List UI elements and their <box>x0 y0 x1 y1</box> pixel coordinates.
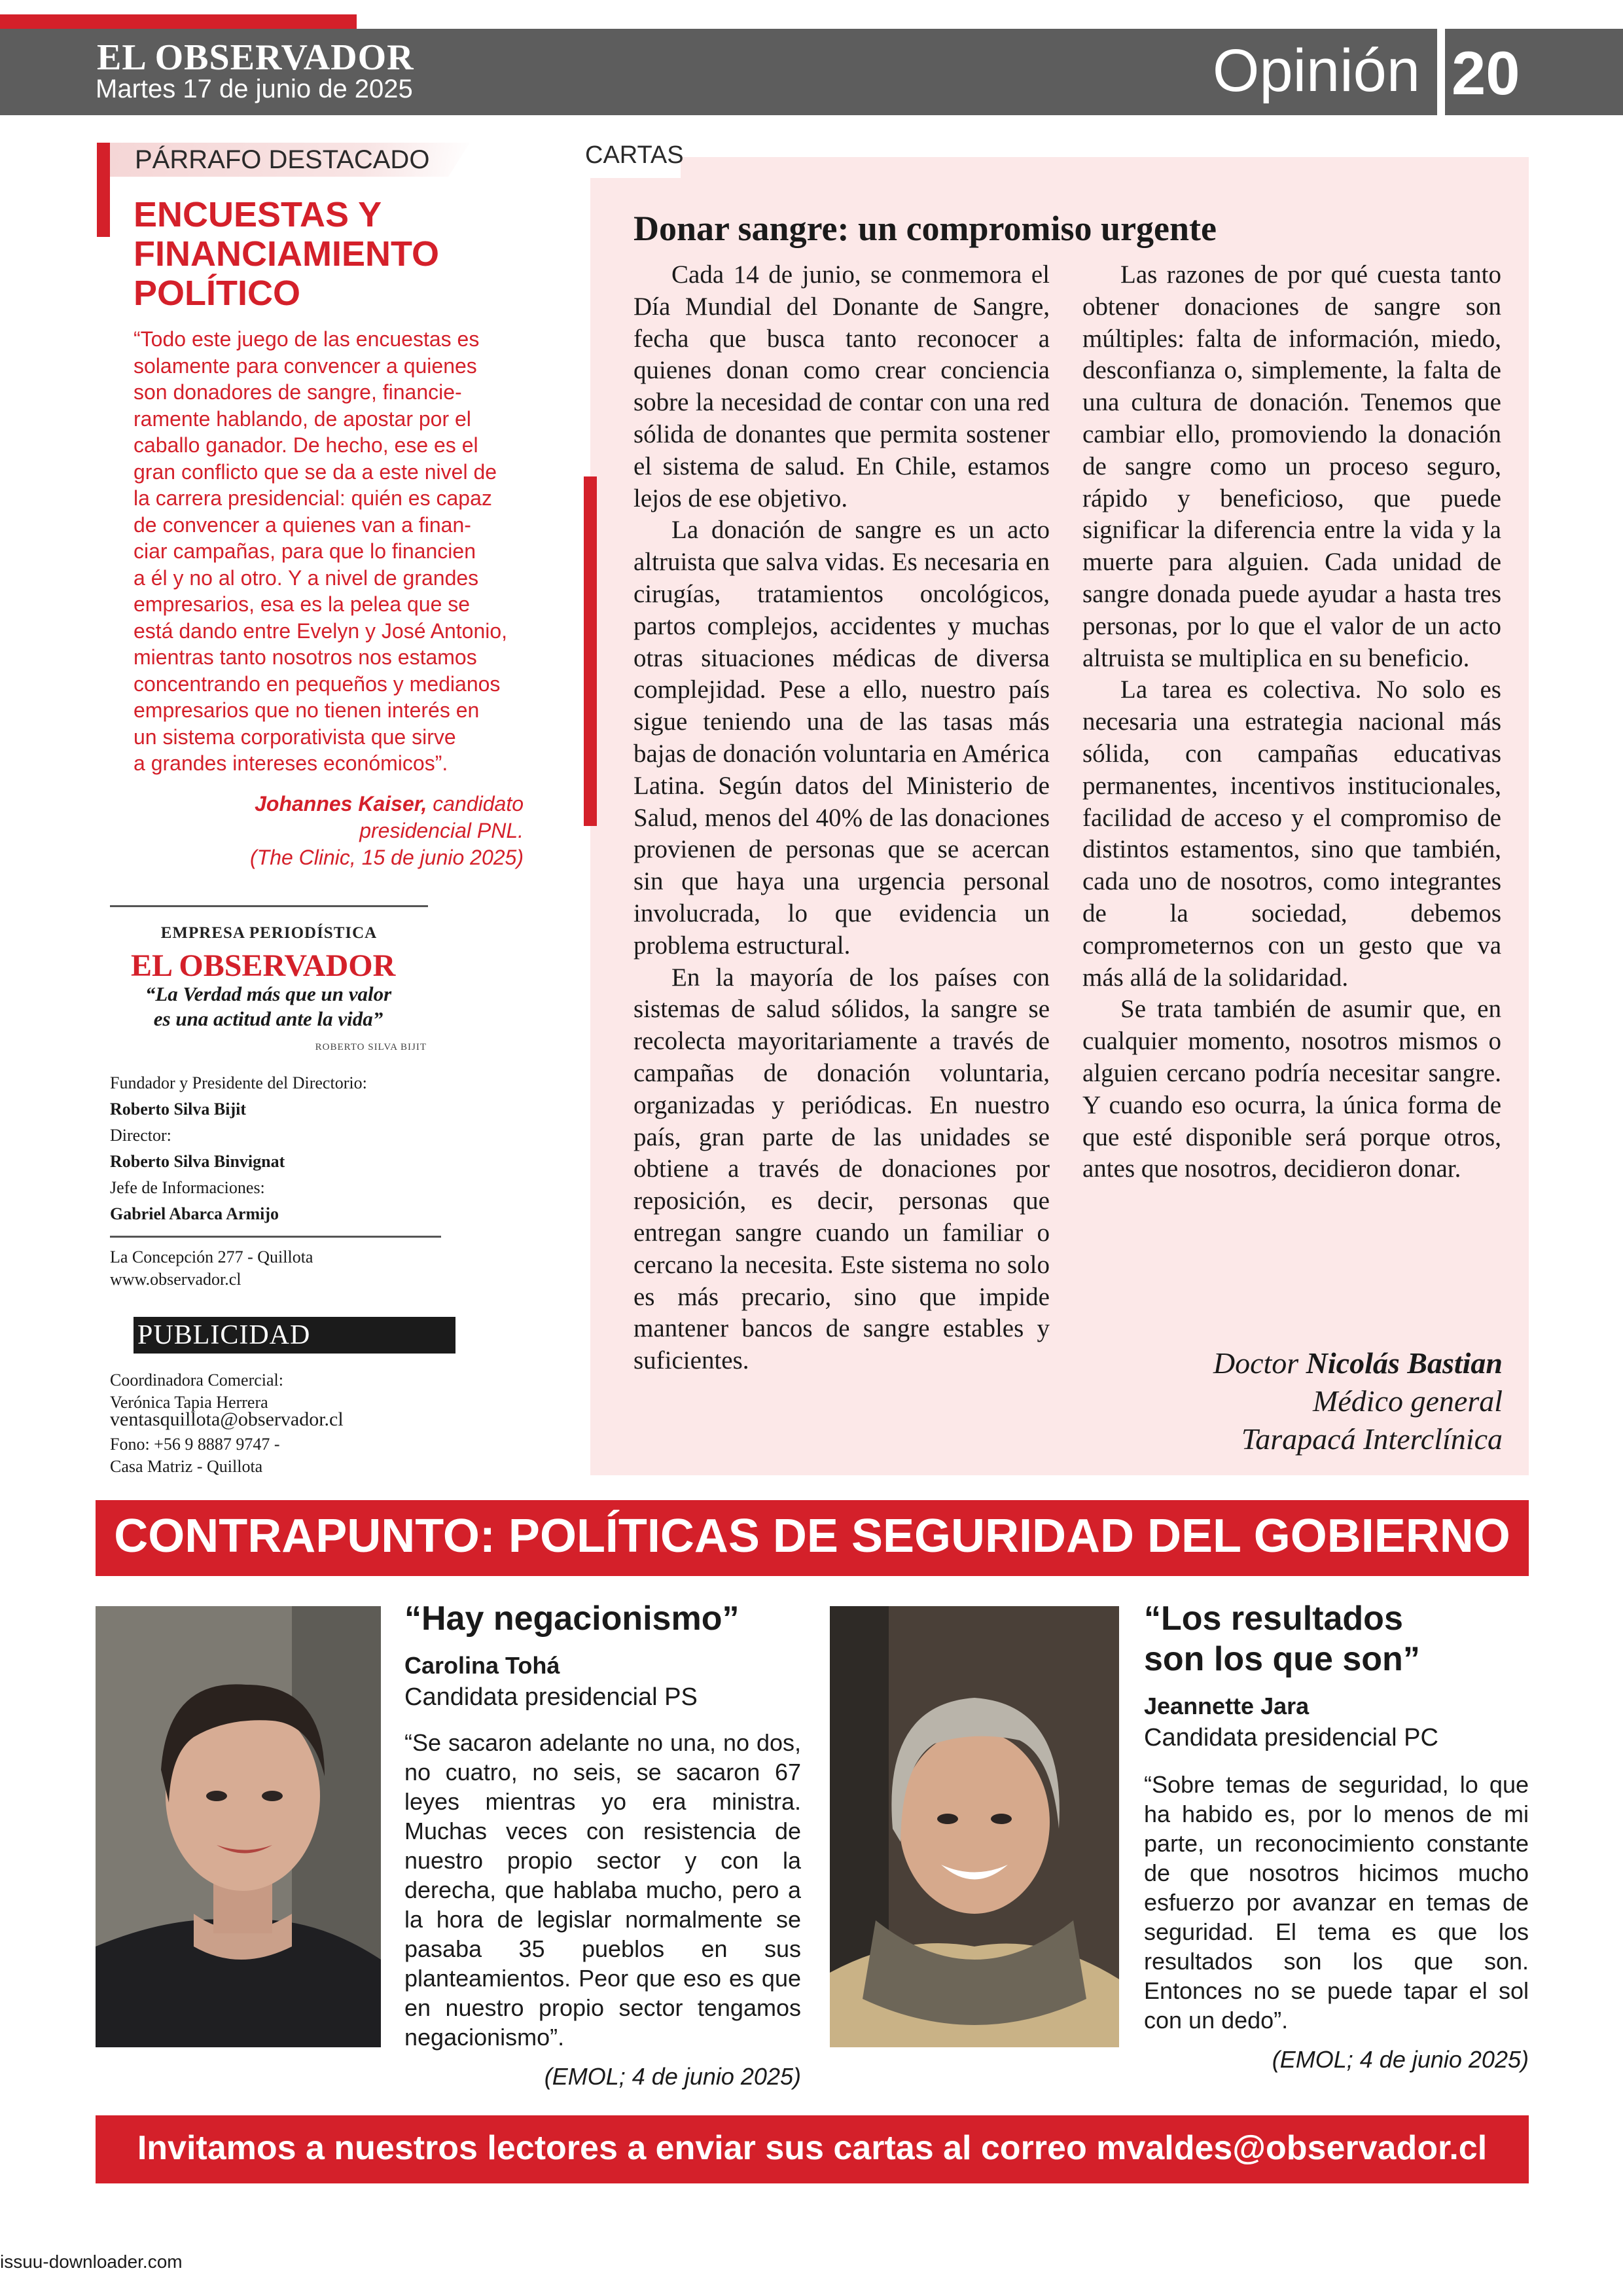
highlight-attribution <box>196 791 524 871</box>
highlight-red-bar <box>97 143 110 237</box>
signature-name: Nicolás Bastian <box>1306 1346 1503 1380</box>
quote-line: solamente para convencer a quienes <box>134 353 477 378</box>
signature-org: Tarapacá Interclínica <box>1241 1422 1503 1456</box>
contrapunto-right-name: Jeannette Jara <box>1144 1693 1310 1719</box>
director-label: Director: <box>110 1126 171 1145</box>
founder-label: Fundador y Presidente del Directorio: <box>110 1073 367 1092</box>
contrapunto-left-source: (EMOL; 4 de junio 2025) <box>544 2063 801 2090</box>
contrapunto-title: CONTRAPUNTO: POLÍTICAS DE SEGURIDAD DEL GOBIERNO <box>114 1510 1510 1562</box>
quote-line: la carrera presidencial: quién es capaz <box>134 486 492 510</box>
letter-title: Donar sangre: un compromiso urgente <box>633 209 1217 248</box>
headline-line: son los que son” <box>1144 1640 1420 1678</box>
staff-website[interactable]: www.observador.cl <box>110 1270 241 1289</box>
quote-line: a grandes intereses económicos”. <box>134 751 448 775</box>
highlight-author-role: candidato <box>427 792 524 816</box>
header-separator <box>1437 29 1445 115</box>
letter-red-bar <box>584 476 597 826</box>
quote-line: caballo ganador. De hecho, ese es el <box>134 433 478 457</box>
section-title: Opinión <box>1212 37 1420 104</box>
quote-line: empresarios, esa es la pelea que se <box>134 592 471 616</box>
signature-role: Médico general <box>1313 1384 1503 1418</box>
watermark: issuu-downloader.com <box>0 2251 183 2272</box>
staff-bottom-rule <box>110 1236 441 1238</box>
letter-paragraph: Se trata también de asumir que, en cualquier momento, nosotros mismos o alguien cercano podría necesitar sangre. Y cuando eso ocurra, la única forma de que esté disponible será porque otros, antes que nosotros, decidieron donar. <box>1082 995 1501 1183</box>
quote-line: mientras tanto nosotros nos estamos <box>134 645 477 669</box>
quote-line: gran conflicto que se da a este nivel de <box>134 459 497 484</box>
quote-line: está dando entre Evelyn y José Antonio, <box>134 619 508 643</box>
quote-line: empresarios que no tienen interés en <box>134 698 480 722</box>
coord-email[interactable]: ventasquillota@observador.cl <box>110 1408 344 1430</box>
staff-company: EMPRESA PERIODÍSTICA <box>160 924 378 942</box>
contrapunto-left-name: Carolina Tohá <box>404 1652 560 1679</box>
info-name: Gabriel Abarca Armijo <box>110 1204 279 1223</box>
letter-paragraph: Las razones de por qué cuesta tanto obtener donaciones de sangre son múltiples: falta de información, miedo, desconfianza o, simplemente, la falta de una cultura de donación. Tenemos que cambiar ello, promoviendo la donación de sangre como un proceso seguro, rápido y beneficioso, que puede significar la diferencia entre la vida y la muerte para alguien. Cada unidad de sangre donada puede ayudar a hasta tres personas, por lo que el valor de un acto altruista se multiplica en su beneficio. <box>1082 260 1501 672</box>
signature-prefix: Doctor <box>1213 1346 1306 1380</box>
quote-line: un sistema corporativista que sirve <box>134 725 456 749</box>
highlight-author: Johannes Kaiser, <box>255 792 427 816</box>
issue-date: Martes 17 de junio de 2025 <box>96 75 413 103</box>
coord-label: Coordinadora Comercial: <box>110 1371 283 1390</box>
highlight-title <box>134 195 526 313</box>
page-number: 20 <box>1452 39 1520 107</box>
letter-paragraph: En la mayoría de los países con sistemas de salud sólidos, la sangre se recolecta mayoritariamente a través de campañas de donación voluntaria, organizadas y periódicas. En nuestro país, gran parte de las unidades se obtiene a través de donaciones por reposición, es decir, personas que entregan sangre cuando un familiar o cercano la necesita. Este sistema no solo es más precario, sino que impide mantener bancos de sangre estables y suficientes. <box>633 963 1050 1375</box>
motto-signature: ROBERTO SILVA BIJIT <box>315 1042 427 1052</box>
highlight-title-line: FINANCIAMIENTO <box>134 234 439 274</box>
highlight-author-role-2: presidencial PNL. <box>359 819 524 842</box>
founder-name: Roberto Silva Bijit <box>110 1100 246 1119</box>
quote-line: “Todo este juego de las encuestas es <box>134 327 480 351</box>
letter-signature <box>1047 1344 1503 1458</box>
contrapunto-left-quote: “Se sacaron adelante no una, no dos, no cuatro, no seis, se sacaron 67 leyes mientras yo era ministra. Muchas veces con resistencia de nuestro propio sector y con la derecha, que hablaba mucho, pero a la hora de legislar normalmente se pasaba 35 pueblos en sus planteamientos. Peor que eso es que en nuestro propio sector tengamos negacionismo”. <box>404 1729 801 2051</box>
motto-line: “La Verdad más que un valor <box>145 982 392 1005</box>
quote-line: a él y no al otro. Y a nivel de grandes <box>134 565 479 590</box>
letter-column-1 <box>633 259 1050 1377</box>
quote-line: ramente hablando, de apostar por el <box>134 406 471 431</box>
invite-text: Invitamos a nuestros lectores a enviar sus cartas al correo mvaldes@observador.cl <box>137 2129 1488 2167</box>
staff-motto <box>124 982 412 1031</box>
quote-line: ciar campañas, para que lo financien <box>134 539 476 563</box>
contrapunto-right-role: Candidata presidencial PC <box>1144 1724 1438 1751</box>
highlight-quote <box>134 326 539 777</box>
portrait-jara-illustration <box>830 1606 1119 2047</box>
staff-phone: Fono: +56 9 8887 9747 - <box>110 1435 280 1454</box>
letter-section-label: CARTAS <box>585 141 684 169</box>
quote-line: son donadores de sangre, financie- <box>134 380 462 404</box>
highlight-source: (The Clinic, 15 de junio 2025) <box>249 846 524 869</box>
contrapunto-left-role: Candidata presidencial PS <box>404 1683 698 1711</box>
staff-office: Casa Matriz - Quillota <box>110 1457 263 1476</box>
info-label: Jefe de Informaciones: <box>110 1178 265 1197</box>
director-name: Roberto Silva Binvignat <box>110 1152 285 1171</box>
letter-paragraph: La tarea es colectiva. No solo es necesaria una estrategia nacional más sólida, con campañas educativas permanentes, incentivos institucionales, facilidad de acceso y el compromiso de distintos estamentos, sino que también, cada uno de nosotros, como integrantes de la sociedad, debemos comprometernos con un gesto que va más allá de la solidaridad. <box>1082 675 1501 992</box>
contrapunto-right-source: (EMOL; 4 de junio 2025) <box>1272 2046 1529 2073</box>
highlight-title-line: POLÍTICO <box>134 274 300 313</box>
motto-line: es una actitud ante la vida” <box>153 1007 383 1030</box>
contrapunto-right-quote: “Sobre temas de seguridad, lo que ha habido es, por lo menos de mi parte, un reconocimiento constante de que nosotros hicimos mucho esfuerzo por avanzar en temas de seguridad. El tema es que los resultados son los que son. Entonces no se puede tapar el sol con un dedo”. <box>1144 1771 1529 2034</box>
portrait-toha-illustration <box>96 1606 381 2047</box>
masthead: EL OBSERVADOR <box>97 37 414 78</box>
header-divider <box>0 115 1623 120</box>
portrait-photo-toha <box>96 1606 381 2047</box>
highlight-title-line: ENCUESTAS Y <box>134 195 382 234</box>
staff-paper-name: EL OBSERVADOR <box>131 948 396 983</box>
staff-address: La Concepción 277 - Quillota <box>110 1247 313 1266</box>
coord-name: Verónica Tapia Herrera <box>110 1393 268 1412</box>
contrapunto-left-headline: “Hay negacionismo” <box>404 1600 740 1638</box>
letter-column-2 <box>1082 259 1501 1185</box>
portrait-photo-jara <box>830 1606 1119 2047</box>
publicidad-label: PUBLICIDAD <box>137 1320 311 1350</box>
quote-line: de convencer a quienes van a finan- <box>134 512 471 537</box>
headline-line: “Los resultados <box>1144 1600 1403 1638</box>
contrapunto-right-headline <box>1144 1598 1510 1679</box>
letter-paragraph: La donación de sangre es un acto altruista que salva vidas. Es necesaria en cirugías, tratamientos oncológicos, partos complejos, accidentes y muchas otras situaciones médicas de diversa complejidad. Pese a ello, nuestro país sigue teniendo una de las tasas más bajas de donación voluntaria en América Latina. Según datos del Ministerio de Salud, menos del 40% de las donaciones provienen de personas que se acercan sin que haya una urgencia personal involucrada, lo que evidencia un problema estructural. <box>633 516 1050 960</box>
staff-top-rule <box>110 905 428 907</box>
highlight-label: PÁRRAFO DESTACADO <box>135 145 430 174</box>
quote-line: concentrando en pequeños y medianos <box>134 672 501 696</box>
header-red-accent <box>0 14 357 29</box>
letter-paragraph: Cada 14 de junio, se conmemora el Día Mundial del Donante de Sangre, fecha que busca tanto reconocer a quienes donan como crear conciencia sobre la necesidad de contar con una red sólida de donantes que permita sostener el sistema de salud. En Chile, estamos lejos de ese objetivo. <box>633 260 1050 512</box>
